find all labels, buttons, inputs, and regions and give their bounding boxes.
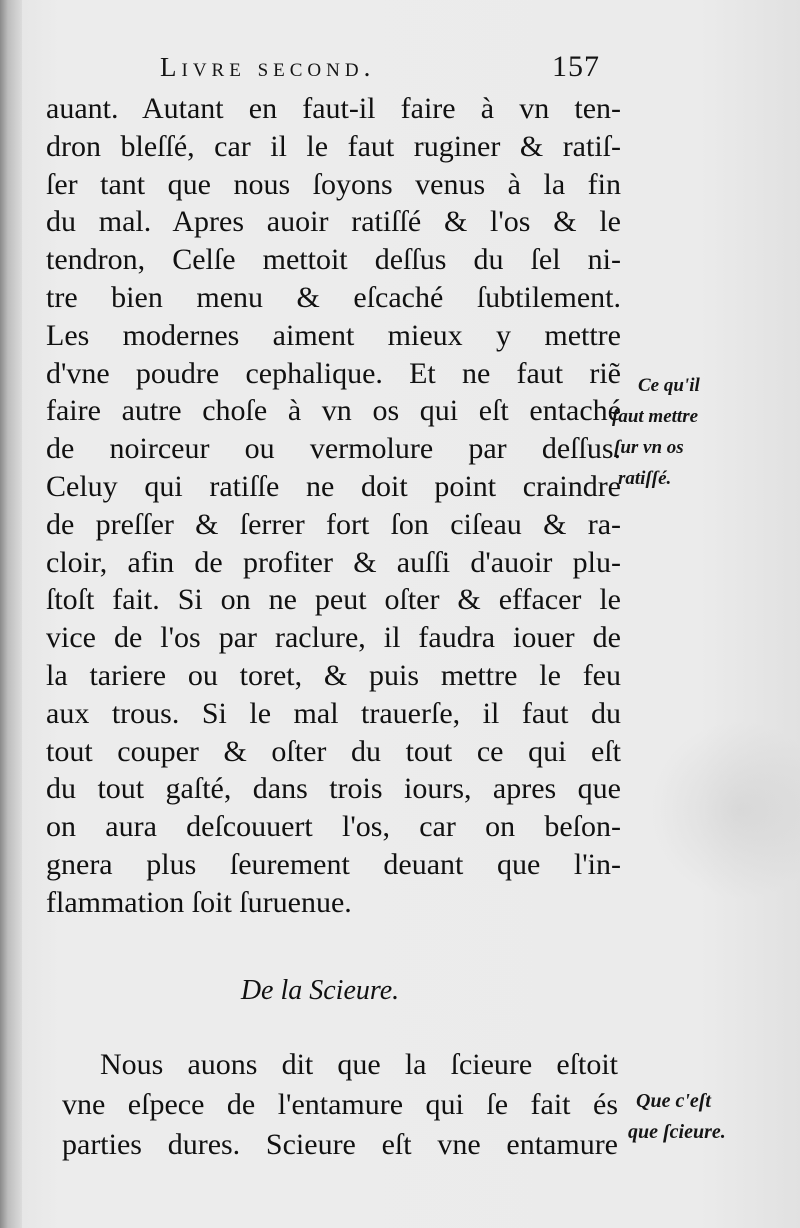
text-line: ſtoſt fait. Si on ne peut oſter & effacer le — [46, 583, 621, 617]
text-line: tre bien menu & eſcaché ſubtilement. — [46, 280, 621, 314]
margin-note-line: faut mettre — [612, 406, 699, 427]
text-line: auant. Autant en faut-il faire à vn ten- — [46, 92, 621, 125]
text-line: on aura deſcouuert l'os, car on beſon- — [46, 810, 621, 844]
text-line: de preſſer & ſerrer fort ſon ciſeau & ra- — [46, 507, 621, 541]
text-line: d'vne poudre cephalique. Et ne faut riẽ — [46, 356, 621, 390]
page-number: 157 — [552, 50, 600, 83]
body-paragraph — [46, 90, 621, 922]
margin-note-line: ſur vn os — [614, 437, 684, 458]
text-line: tout couper & oſter du tout ce qui eſt — [46, 734, 621, 768]
text-line: tendron, Celſe mettoit deſſus du ſel ni- — [46, 243, 621, 277]
bleed-through-shadow — [650, 720, 800, 900]
text-line: vne eſpece de l'entamure qui ſe fait és — [62, 1088, 618, 1121]
section-heading: De la Scieure. — [240, 975, 400, 1006]
running-head — [160, 52, 600, 92]
margin-note-1 — [612, 370, 762, 494]
margin-note-line: ratiſſé. — [618, 468, 672, 489]
margin-note-2 — [628, 1086, 778, 1148]
binding-edge — [0, 0, 22, 1228]
margin-note-line: Que c'eſt — [636, 1090, 711, 1112]
section-paragraph — [62, 1045, 618, 1165]
text-line: aux trous. Si le mal trauerſe, il faut du — [46, 696, 621, 730]
text-line: dron bleſſé, car il le faut ruginer & ratiſ- — [46, 129, 621, 163]
margin-note-line: que ſcieure. — [628, 1121, 726, 1143]
text-line: vice de l'os par raclure, il faudra iouer de — [46, 621, 621, 655]
margin-note-line: Ce qu'il — [638, 375, 700, 396]
text-line: gnera plus ſeurement deuant que l'in- — [46, 847, 621, 881]
running-head-title: Livre second. — [160, 52, 376, 82]
text-line: du mal. Apres auoir ratiſſé & l'os & le — [46, 205, 621, 239]
text-line: faire autre choſe à vn os qui eſt entaché — [46, 394, 621, 428]
text-line: cloir, afin de profiter & auſſi d'auoir plu- — [46, 545, 621, 579]
text-line: du tout gaſté, dans trois iours, apres que — [46, 772, 621, 806]
text-line: parties dures. Scieure eſt vne entamure — [62, 1128, 618, 1161]
text-line: la tariere ou toret, & puis mettre le feu — [46, 658, 621, 692]
text-line: de noirceur ou vermolure par deſſus. — [46, 432, 621, 466]
text-line: Celuy qui ratiſſe ne doit point craindre — [46, 469, 621, 503]
text-line: Les modernes aiment mieux y mettre — [46, 318, 621, 352]
text-line: flammation ſoit ſuruenue. — [46, 885, 352, 919]
text-line: ſer tant que nous ſoyons venus à la fin — [46, 167, 621, 201]
text-line: Nous auons dit que la ſcieure eſtoit — [100, 1048, 618, 1081]
